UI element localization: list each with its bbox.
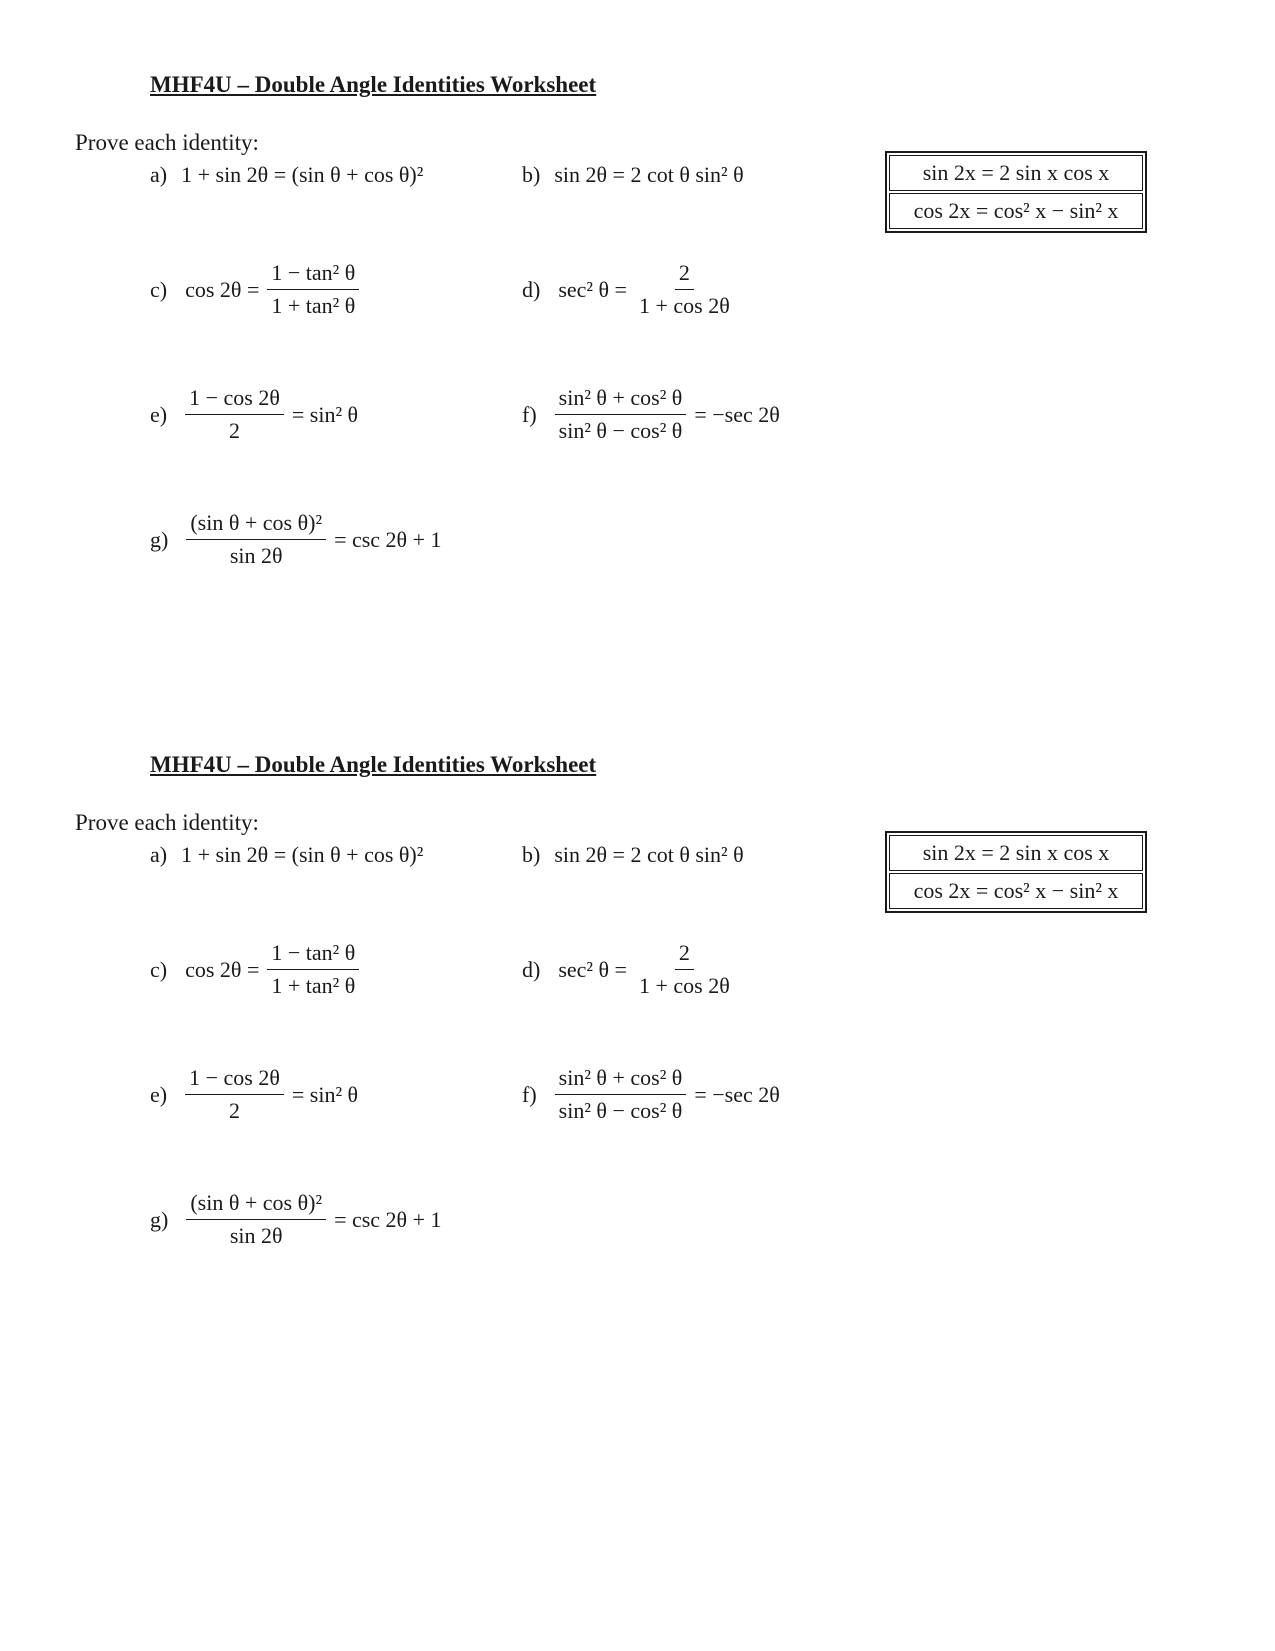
identity-fraction [186,510,326,569]
fraction-numerator: 1 − cos 2θ [185,1065,284,1095]
identity-rhs: = csc 2θ + 1 [334,526,442,552]
identity-b [522,162,744,188]
identity-label: e) [150,401,168,427]
identity-lhs: cos 2θ = [185,956,260,982]
identity-equation: sin 2θ = 2 cot θ sin² θ [554,842,744,867]
identity-f [522,385,784,444]
identity-label: a) [150,162,168,187]
fraction-denominator: 2 [228,418,240,443]
fraction-numerator: 1 − tan² θ [267,940,359,970]
fraction-numerator: 1 − cos 2θ [185,385,284,415]
reference-cos-double-angle: cos 2x = cos² x − sin² x [889,193,1143,229]
identity-fraction [267,260,359,319]
instructions: Prove each identity: [75,130,259,155]
identity-lhs: sec² θ = [558,276,627,302]
identity-fraction [635,260,734,319]
identity-a [150,162,423,188]
identity-d [522,260,738,319]
identity-rhs: = −sec 2θ [694,401,780,427]
worksheet-title: MHF4U – Double Angle Identities Worksheet [150,752,597,777]
identity-fraction [555,1065,687,1124]
identity-equation: 1 + sin 2θ = (sin θ + cos θ)² [181,842,424,867]
identity-label: b) [522,842,541,867]
identity-label: b) [522,162,541,187]
identity-g [150,510,446,569]
identity-label: f) [522,401,537,427]
identity-rhs: = sin² θ [291,401,359,427]
identity-e [150,385,362,444]
identity-label: c) [150,276,168,302]
fraction-denominator: 2 [228,1098,240,1123]
worksheet-title: MHF4U – Double Angle Identities Worksheet [150,72,597,97]
identity-equation: sin 2θ = 2 cot θ sin² θ [554,162,744,187]
instructions: Prove each identity: [75,810,259,835]
identity-lhs: cos 2θ = [185,276,260,302]
reference-cos-double-angle: cos 2x = cos² x − sin² x [889,873,1143,909]
fraction-denominator: 1 + tan² θ [271,293,356,318]
identity-c [150,940,363,999]
reference-sin-double-angle: sin 2x = 2 sin x cos x [889,835,1143,871]
worksheet-1 [0,0,1275,660]
identity-label: e) [150,1081,168,1107]
identity-rhs: = −sec 2θ [694,1081,780,1107]
identity-f [522,1065,784,1124]
fraction-numerator: 1 − tan² θ [267,260,359,290]
identity-label: f) [522,1081,537,1107]
identity-rhs: = sin² θ [291,1081,359,1107]
identity-reference-box [885,831,1147,913]
identity-d [522,940,738,999]
identity-a [150,842,423,868]
identity-fraction [635,940,734,999]
reference-sin-double-angle: sin 2x = 2 sin x cos x [889,155,1143,191]
identity-reference-box [885,151,1147,233]
fraction-denominator: sin² θ − cos² θ [558,418,683,443]
identity-b [522,842,744,868]
fraction-denominator: 1 + cos 2θ [638,973,730,998]
identity-c [150,260,363,319]
identity-lhs: sec² θ = [558,956,627,982]
identity-label: d) [522,276,541,302]
identity-e [150,1065,362,1124]
fraction-numerator: sin² θ + cos² θ [555,1065,687,1095]
identity-fraction [186,1190,326,1249]
identity-label: a) [150,842,168,867]
identity-label: d) [522,956,541,982]
identity-equation: 1 + sin 2θ = (sin θ + cos θ)² [181,162,424,187]
fraction-denominator: 1 + tan² θ [271,973,356,998]
fraction-numerator: sin² θ + cos² θ [555,385,687,415]
identity-fraction [555,385,687,444]
identity-label: c) [150,956,168,982]
fraction-denominator: sin² θ − cos² θ [558,1098,683,1123]
fraction-numerator: (sin θ + cos θ)² [186,510,326,540]
fraction-numerator: (sin θ + cos θ)² [186,1190,326,1220]
fraction-numerator: 2 [675,940,694,970]
fraction-numerator: 2 [675,260,694,290]
identity-fraction [185,385,284,444]
identity-label: g) [150,1206,169,1232]
fraction-denominator: sin 2θ [229,1223,283,1248]
fraction-denominator: sin 2θ [229,543,283,568]
identity-fraction [267,940,359,999]
fraction-denominator: 1 + cos 2θ [638,293,730,318]
identity-g [150,1190,446,1249]
identity-rhs: = csc 2θ + 1 [334,1206,442,1232]
worksheet-2 [0,680,1275,1340]
identity-fraction [185,1065,284,1124]
identity-label: g) [150,526,169,552]
